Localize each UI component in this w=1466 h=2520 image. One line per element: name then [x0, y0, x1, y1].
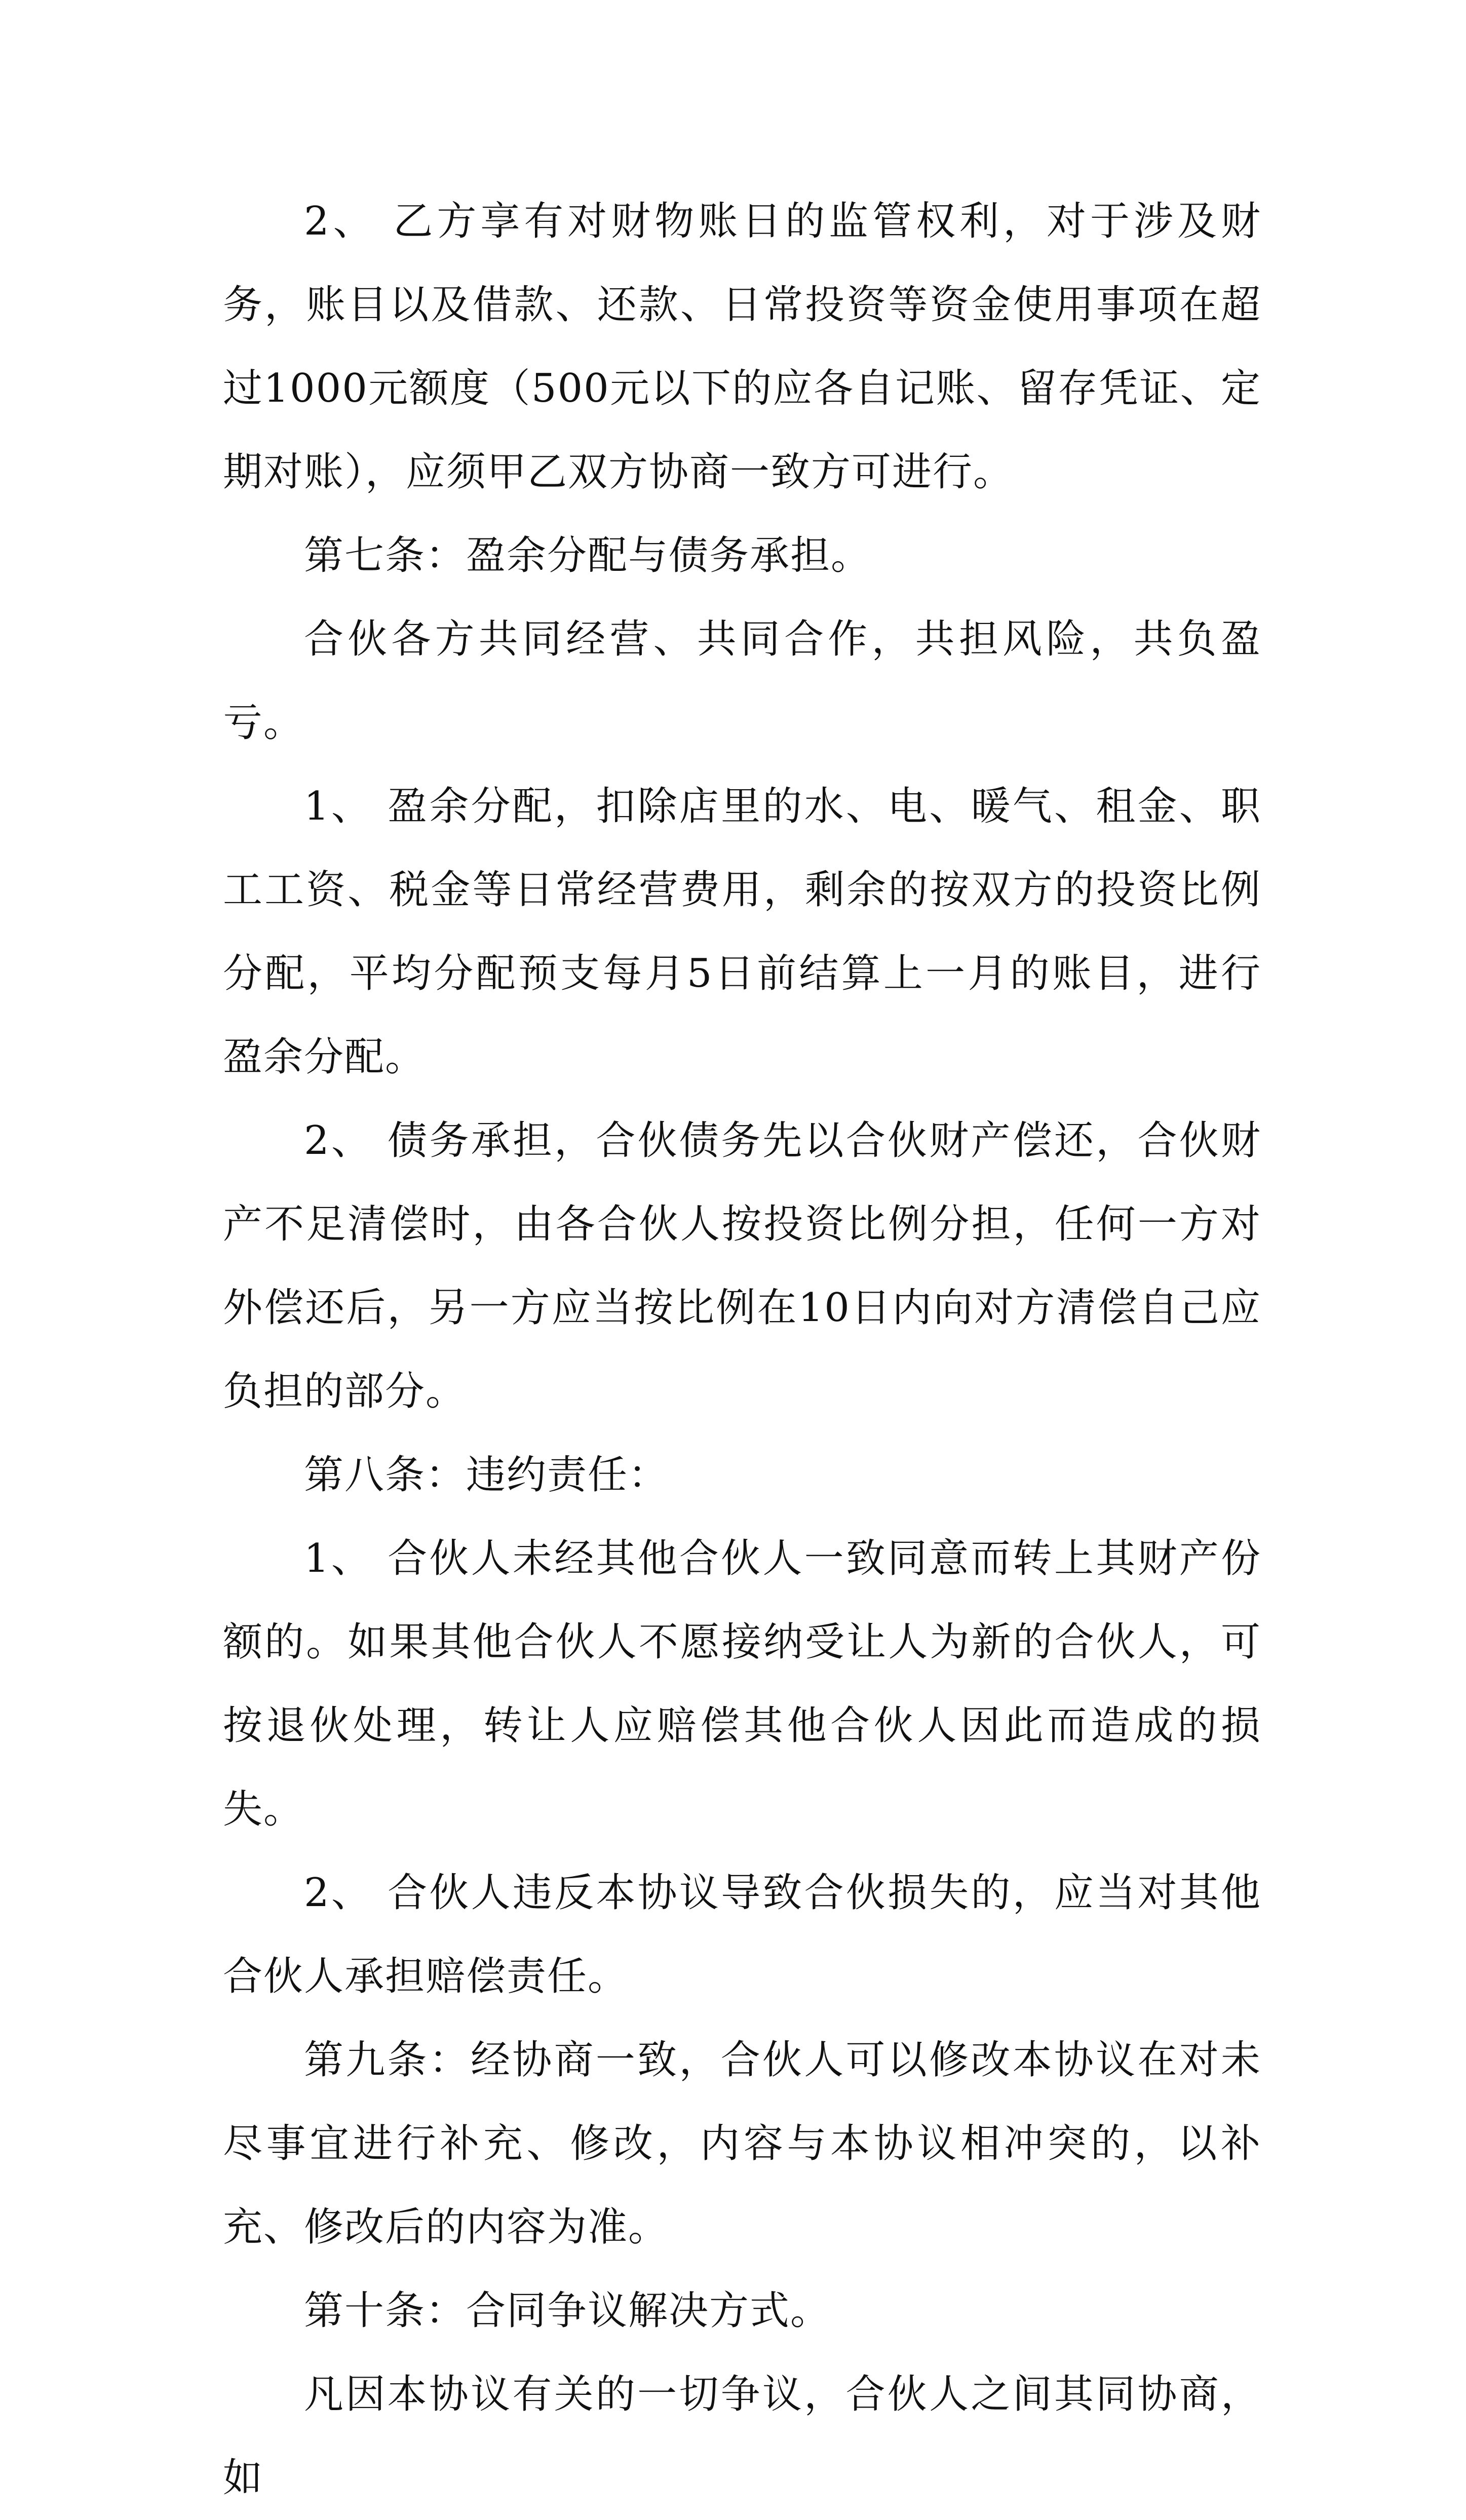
paragraph: 2、 乙方享有对财物账日的监管权利，对于涉及财务，账目以及借款、还款、日常投资等资金使用事项在超过1000元额度（500元以下的应各自记账、留存凭证、定期对账），应须甲乙双方协商一致方可进行。 [223, 199, 1261, 495]
paragraph: 第九条：经协商一致，合伙人可以修改本协议在对未尽事宜进行补充、修改，内容与本协议相冲突的，以补充、修改后的内容为准。 [223, 2037, 1261, 2250]
paragraph: 1、 合伙人未经其他合伙人一致同意而转上其财产份额的。如果其他合伙人不愿接纳受让人为新的合伙人，可按退伙处理，转让人应赔偿其他合伙人因此而造成的损失。 [223, 1536, 1261, 1832]
paragraph: 合伙各方共同经营、共同合作，共担风险，共负盈亏。 [223, 616, 1261, 746]
paragraph: 凡因本协议有关的一切争议，合伙人之间其同协商，如 [223, 2372, 1261, 2501]
paragraph: 2、 合伙人违反本协议导致合伙损失的，应当对其他合伙人承担赔偿责任。 [223, 1870, 1261, 1999]
section-heading: 第七条：盈余分配与债务承担。 [304, 533, 872, 578]
section-heading: 第十条：合同争议解决方式。 [304, 2288, 831, 2334]
paragraph: 1、 盈余分配，扣除店里的水、电、暖气、租金、职工工资、税金等日常经营费用，剩余的按双方的投资比例分配，平均分配预支每月5日前结算上一月的账目，进行盈余分配。 [223, 784, 1261, 1080]
paragraph: 2、 债务承担，合伙债务先以合伙财产偿还，合伙财产不足清偿时，由各合伙人按投资比例分担，任何一方对外偿还后，另一方应当按比例在10日内向对方清偿自己应负担的部分。 [223, 1118, 1261, 1414]
section-heading: 第八条：违约责任： [304, 1452, 669, 1498]
document-body [223, 180, 1261, 2520]
